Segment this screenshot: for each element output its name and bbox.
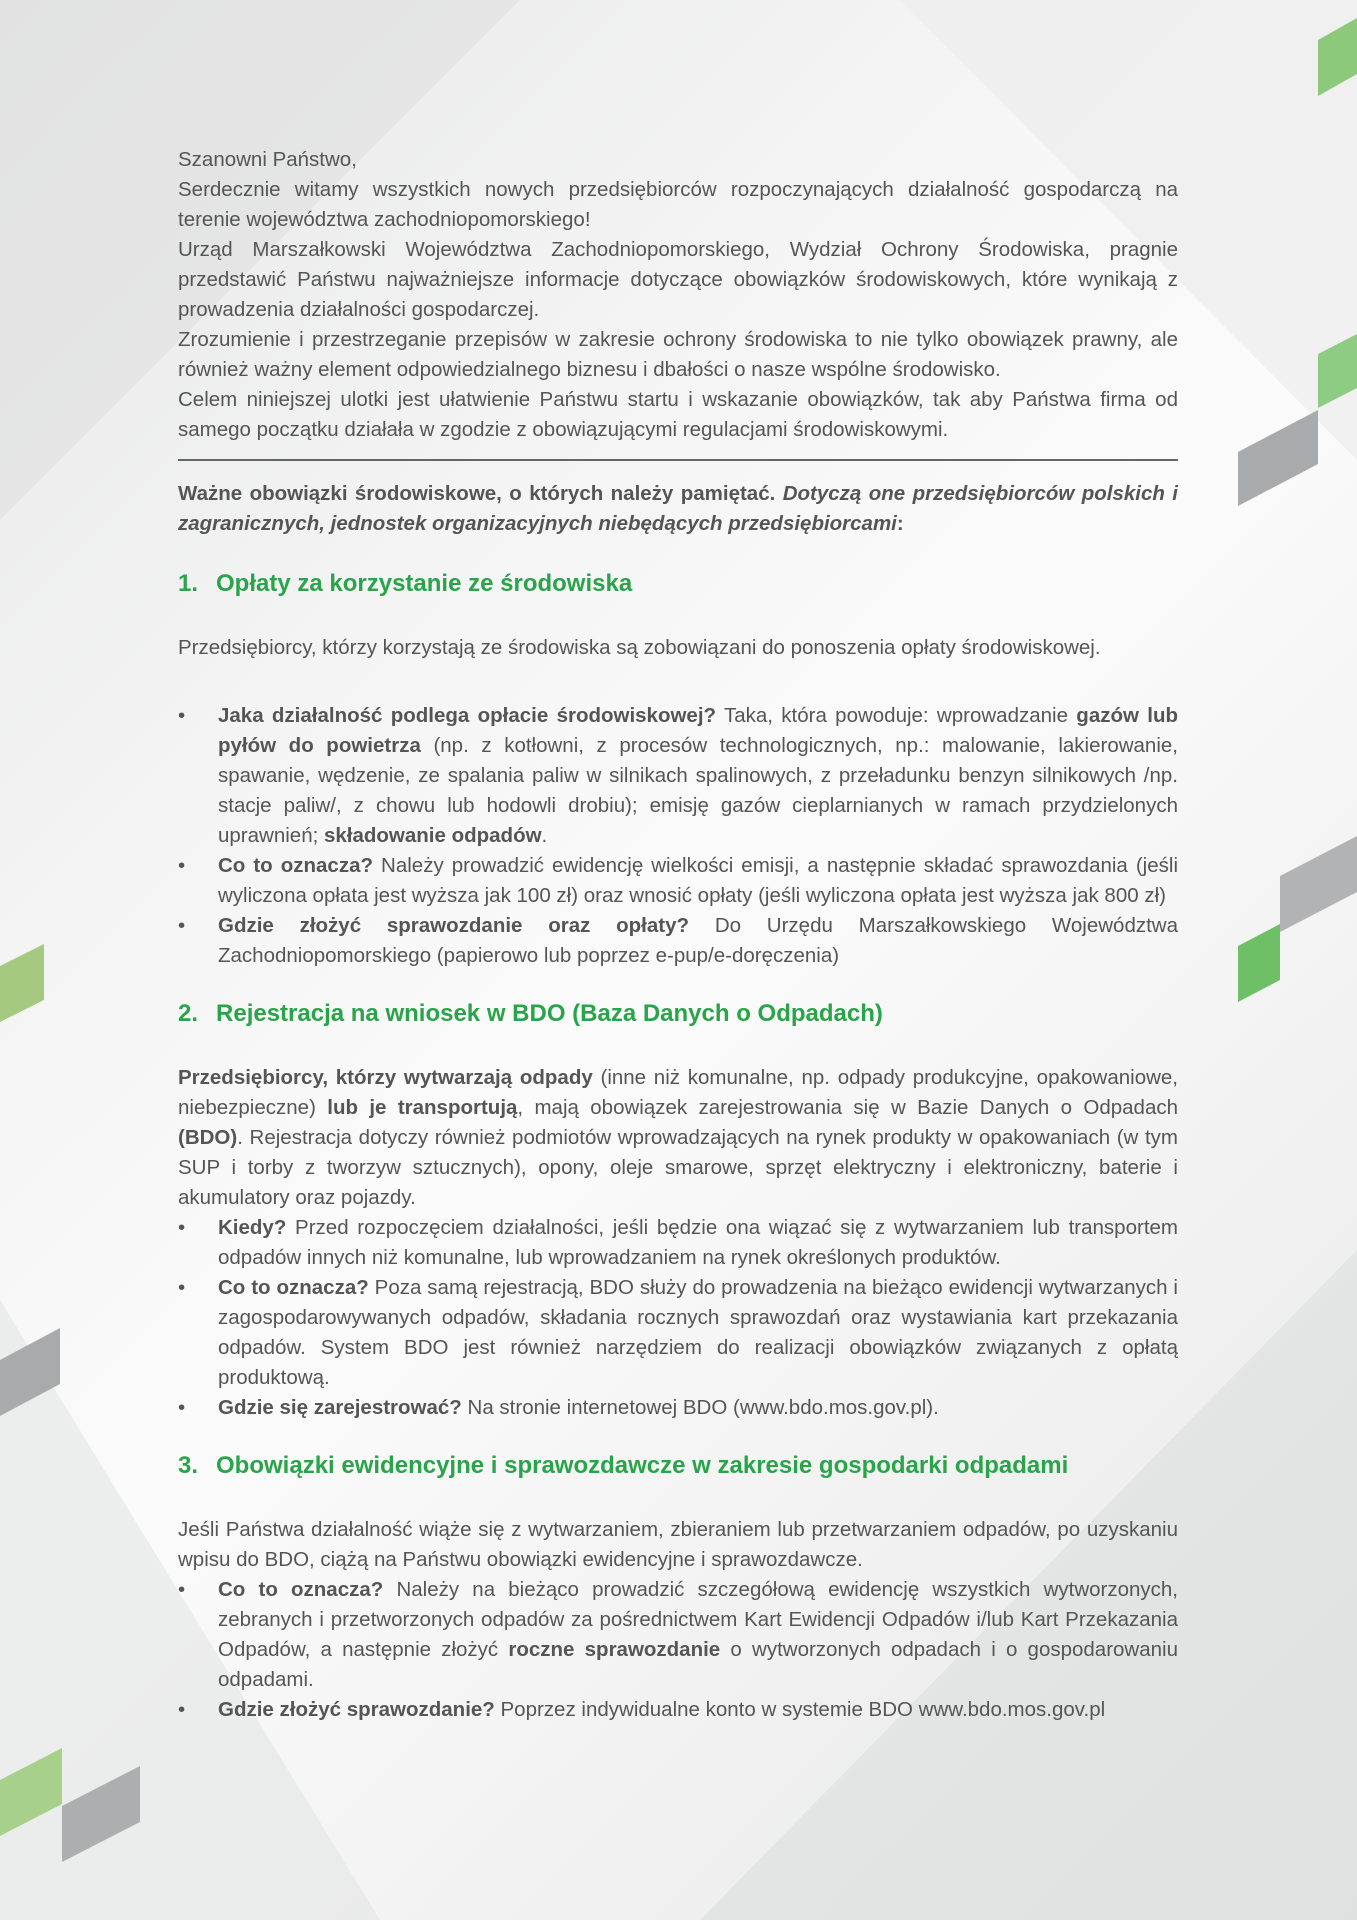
section-number: 3.: [178, 1452, 199, 1479]
section-title: Obowiązki ewidencyjne i sprawozdawcze w zakresie gospodarki odpadami: [216, 1452, 1069, 1479]
bullet-question: Co to oznacza?: [218, 1276, 369, 1299]
section-heading: [178, 569, 1178, 599]
bullet-question: Gdzie złożyć sprawozdanie?: [218, 1698, 495, 1721]
bullet-list: [178, 1213, 1178, 1423]
list-item: • Gdzie się zarejestrować? Na stronie internetowej BDO (www.bdo.mos.gov.pl).: [178, 1393, 1178, 1423]
list-item: • Gdzie złożyć sprawozdanie? Poprzez indywidualne konto w systemie BDO www.bdo.mos.gov.pl: [178, 1695, 1178, 1725]
bullet-question: Co to oznacza?: [218, 854, 374, 877]
bullet-question: Co to oznacza?: [218, 1578, 384, 1601]
intro-paragraph: Celem niniejszej ulotki jest ułatwienie Państwu startu i wskazanie obowiązków, tak aby Państwa firma od samego początku działała w zgodzie z obowiązującymi regulacjami środowiskowymi.: [178, 388, 1178, 441]
section-title: Rejestracja na wniosek w BDO (Baza Danych o Odpadach): [216, 1000, 883, 1027]
lead-italic: Dotyczą one przedsiębiorców polskich i zagranicznych, jednostek organizacyjnych niebędących przedsiębiorcami: [178, 482, 1178, 535]
list-item: • Co to oznacza? Należy prowadzić ewidencję wielkości emisji, a następnie składać sprawozdania (jeśli wyliczona opłata jest wyższa jak 100 zł) oraz wnosić opłaty (jeśli wyliczona opłata jest wyższa jak 800 zł): [178, 851, 1178, 911]
bullet-question: Kiedy?: [218, 1216, 287, 1239]
intro-paragraph: Urząd Marszałkowski Województwa Zachodniopomorskiego, Wydział Ochrony Środowiska, pragnie przedstawić Państwu najważniejsze informacje dotyczące obowiązków środowiskowych, które wynikają z prowadzenia działalności gospodarczej.: [178, 238, 1178, 321]
bullet-list: [178, 1575, 1178, 1725]
bullet-question: Gdzie się zarejestrować?: [218, 1396, 462, 1419]
section-number: 2.: [178, 1000, 199, 1027]
lead-bold: Ważne obowiązki środowiskowe, o których należy pamiętać.: [178, 482, 776, 505]
greeting: Szanowni Państwo,: [178, 148, 357, 171]
list-item: • Jaka działalność podlega opłacie środowiskowej? Taka, która powoduje: wprowadzanie gazów lub pyłów do powietrza (np. z kotłowni, z procesów technologicznych, np.: malowanie, lakierowanie, spawanie, wędzenie, ze spalania paliw w silnikach spalinowych, z przeładunku benzyn silnikowych /np. stacje paliw/, z chowu lub hodowli drobiu); emisję gazów cieplarnianych w ramach przydzielonych uprawnień; składowanie odpadów.: [178, 701, 1178, 851]
bullet-question: Jaka działalność podlega opłacie środowiskowej?: [218, 704, 717, 727]
list-item: • Kiedy? Przed rozpoczęciem działalności, jeśli będzie ona wiązać się z wytwarzaniem lub transportem odpadów innych niż komunalne, lub wprowadzaniem na rynek określonych produktów.: [178, 1213, 1178, 1273]
section-heading: [178, 1451, 1178, 1481]
bullet-question: Gdzie złożyć sprawozdanie oraz opłaty?: [218, 914, 690, 937]
lead-colon: :: [896, 512, 904, 535]
intro-paragraph: Zrozumienie i przestrzeganie przepisów w zakresie ochrony środowiska to nie tylko obowiązek prawny, ale również ważny element odpowiedzialnego biznesu i dbałości o nasze wspólne środowisko.: [178, 328, 1178, 381]
intro-paragraph: Serdecznie witamy wszystkich nowych przedsiębiorców rozpoczynających działalność gospodarczą na terenie województwa zachodniopomorskiego!: [178, 178, 1178, 231]
section-number: 1.: [178, 570, 199, 597]
letter-content: [178, 145, 1178, 1725]
section-heading: [178, 999, 1178, 1029]
section-paragraph: Przedsiębiorcy, którzy wytwarzają odpady (inne niż komunalne, np. odpady produkcyjne, opakowaniowe, niebezpieczne) lub je transportują, mają obowiązek zarejestrowania się w Bazie Danych o Odpadach (BDO). Rejestracja dotyczy również podmiotów wprowadzających na rynek produkty w opakowaniach (w tym SUP i torby z tworzyw sztucznych), opony, oleje smarowe, sprzęt elektryczny i elektroniczny, baterie i akumulatory oraz pojazdy.: [178, 1066, 1179, 1209]
list-item: • Co to oznacza? Poza samą rejestracją, BDO służy do prowadzenia na bieżąco ewidencji wytwarzanych i zagospodarowywanych odpadów, składania rocznych sprawozdań oraz wystawiania kart przekazania odpadów. System BDO jest również narzędziem do realizacji obowiązków związanych z opłatą produktową.: [178, 1273, 1178, 1393]
section-paragraph: Przedsiębiorcy, którzy korzystają ze środowiska są zobowiązani do ponoszenia opłaty środowiskowej.: [178, 636, 1101, 659]
list-item: • Co to oznacza? Należy na bieżąco prowadzić szczegółową ewidencję wszystkich wytworzonych, zebranych i przetworzonych odpadów za pośrednictwem Kart Ewidencji Odpadów i/lub Kart Przekazania Odpadów, a następnie złożyć roczne sprawozdanie o wytworzonych odpadach i o gospodarowaniu odpadami.: [178, 1575, 1178, 1695]
bullet-list: [178, 701, 1178, 971]
section-paragraph: Jeśli Państwa działalność wiąże się z wytwarzaniem, zbieraniem lub przetwarzaniem odpadów, po uzyskaniu wpisu do BDO, ciążą na Państwu obowiązki ewidencyjne i sprawozdawcze.: [178, 1518, 1178, 1571]
section-title: Opłaty za korzystanie ze środowiska: [216, 570, 633, 597]
lead-paragraph: [178, 479, 1178, 539]
separator-line: [178, 459, 1178, 461]
list-item: • Gdzie złożyć sprawozdanie oraz opłaty? Do Urzędu Marszałkowskiego Województwa Zachodniopomorskiego (papierowo lub poprzez e-pup/e-doręczenia): [178, 911, 1178, 971]
